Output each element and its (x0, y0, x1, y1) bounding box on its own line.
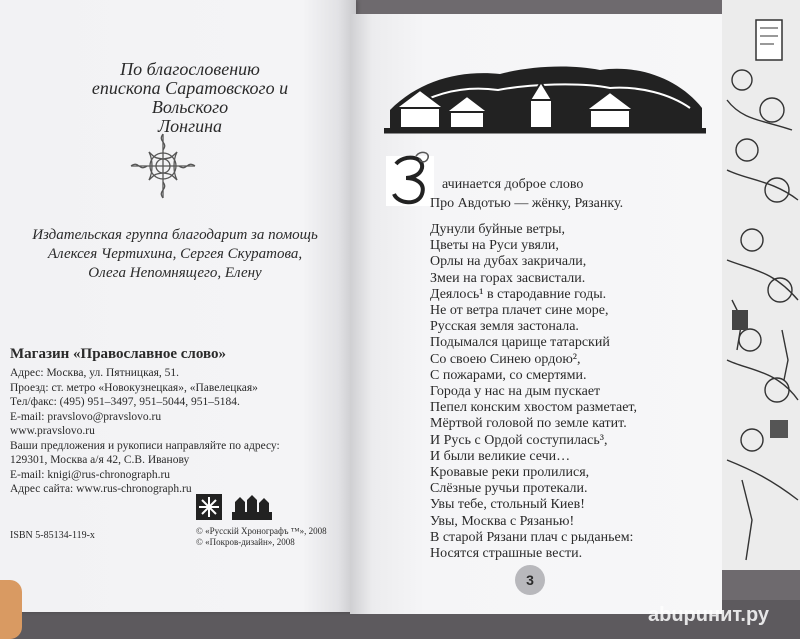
poem-line: Мёртвой головой по земле катит. (430, 416, 627, 432)
shop-directions: Проезд: ст. метро «Новокузнецкая», «Павелецкая» (10, 381, 258, 394)
poem-line: Дунули буйные ветры, (430, 222, 566, 237)
poem-line: С пожарами, со смертями. (430, 367, 587, 383)
village-illustration (380, 60, 710, 140)
poem-line: Пепел конским хвостом разметает, (430, 400, 637, 416)
poem-line: В старой Рязани плач с рыданьем: (430, 529, 634, 545)
copyright-line: © «Покров-дизайн», 2008 (196, 537, 295, 547)
poem-line: Увы, Москва с Рязанью! (430, 513, 575, 529)
shop-contacts (10, 366, 340, 497)
poem-line: Не от ветра плачет сине море, (430, 303, 609, 319)
poem-line: Орлы на дубах закричали, (430, 254, 587, 270)
blessing-text (60, 60, 320, 136)
shop-title: Магазин «Православное слово» (10, 346, 226, 362)
poem-line: Кровавые реки пролилися, (430, 465, 590, 481)
blessing-line: епископа Саратовского и Вольского (91, 78, 289, 117)
ornamental-cross-icon (127, 130, 199, 202)
poem-line: И были великие сечи… (430, 448, 571, 464)
poem-line: Подымался царище татарский (430, 335, 610, 351)
shop-address: Адрес: Москва, ул. Пятницкая, 51. (10, 367, 180, 379)
shop-email: E-mail: pravslovo@pravslovo.ru (10, 410, 162, 423)
publisher-website: Адрес сайта: www.rus-chronograph.ru (10, 483, 192, 495)
poem-line: Змеи на горах засвистали. (430, 270, 586, 286)
poem-line: Со своею Синею ордою², (430, 351, 581, 367)
isbn: ISBN 5-85134-119-x (10, 530, 95, 541)
poem-line: Русская земля застонала. (430, 319, 579, 335)
shop-website: www.pravslovo.ru (10, 425, 95, 437)
site-watermark: abuрuнит.ру (648, 604, 770, 626)
blessing-line: Лонгина (157, 116, 223, 136)
crowd-sketch-icon (722, 0, 800, 570)
chronograph-logo-icon (196, 494, 222, 520)
poem-body (430, 222, 710, 562)
left-page (0, 0, 356, 612)
acknowledgement-text (20, 226, 330, 283)
poem-line: Слёзные ручьи протекали. (430, 481, 588, 497)
poem-line: Деялось¹ в стародавние годы. (430, 286, 607, 302)
poem-line: Носятся страшные вести. (430, 546, 583, 562)
copyright-line: © «Русскiй Хронографъ ™», 2008 (196, 526, 327, 536)
publisher-email: E-mail: knigi@rus-chronograph.ru (10, 468, 171, 481)
poem-opening-line: Про Авдотью — жёнку, Рязанку. (430, 196, 624, 211)
submission-note: Ваши предложения и рукописи направляйте по адресу: (10, 439, 280, 452)
poem-opening (430, 175, 623, 213)
thanks-line: Алексея Чертихина, Сергея Скуратова, (47, 246, 303, 262)
poem-line: Цветы на Руси увяли, (430, 238, 559, 254)
poem-line: Города у нас на дым пускает (430, 384, 601, 400)
copyright-notices (196, 526, 346, 548)
poem-line: Увы тебе, стольный Киев! (430, 497, 585, 513)
poem-opening-line: ачинается доброе слово (442, 177, 584, 192)
next-page-illustration (722, 0, 800, 570)
blessing-line: По благословению (120, 59, 260, 79)
shop-phone: Тел/факс: (495) 951–3497, 951–5044, 951–5184. (10, 396, 240, 408)
pokrov-design-logo-icon (232, 494, 272, 520)
hand-holding-book (0, 580, 22, 639)
dropcap-ze-icon (386, 150, 434, 208)
thanks-line: Издательская группа благодарит за помощь (32, 227, 318, 243)
page-number: 3 (515, 565, 545, 595)
postal-address: 129301, Москва а/я 42, С.В. Иванову (10, 454, 190, 466)
thanks-line: Олега Непомнящего, Елену (88, 265, 262, 281)
poem-line: И Русь с Ордой соступилась³, (430, 432, 608, 448)
